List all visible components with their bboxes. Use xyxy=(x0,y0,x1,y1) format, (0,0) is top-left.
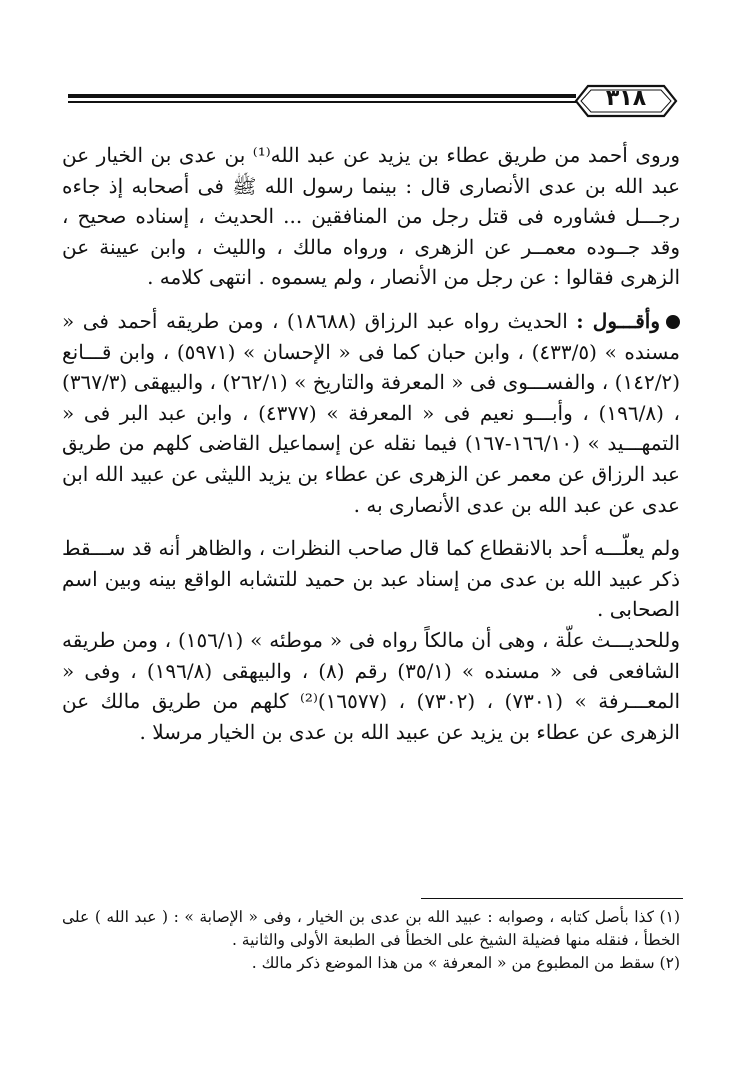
paragraph-3 xyxy=(62,533,680,625)
header-rule-thin xyxy=(68,101,576,103)
paragraph-3-text: ولم يعلّـــه أحد بالانقطاع كما قال صاحب النظرات ، والظاهر أنه قد ســـقط ذكر عبيد الله بن عدى من إسناد عبد بن حميد للتشابه الواقع بينه وبين اسم الصحابى . xyxy=(62,536,680,622)
paragraph-2 xyxy=(62,306,680,520)
paragraph-1 xyxy=(62,140,680,293)
paragraph-4 xyxy=(62,625,680,747)
footnote-1: (١) كذا بأصل كتابه ، وصوابه : عبيد الله بن عدى بن الخيار ، وفى « الإصابة » : ( عبد الله ) على الخطأ ، فنقله منها فضيلة الشيخ على الخطأ فى الطبعة الأولى والثانية . xyxy=(62,908,680,949)
page-number: ٣١٨ xyxy=(605,86,647,111)
main-text xyxy=(62,140,680,747)
footnotes xyxy=(62,906,680,975)
bullet-dot-icon xyxy=(666,315,680,329)
footnote-2: (٢) سقط من المطبوع من « المعرفة » من هذا الموضع ذكر مالك . xyxy=(251,954,680,972)
header-rule-thick xyxy=(68,94,576,98)
footnote-separator xyxy=(421,898,683,899)
paragraph-2-text: الحديث رواه عبد الرزاق (١٨٦٨٨) ، ومن طريقه أحمد فى « مسنده » (٤٣٣/٥) ، وابن حبان كما فى « الإحسان » (٥٩٧١) ، وابن قـــانع (١٤٢/٢) ، والفســـوى فى « المعرفة والتاريخ » (٢٦٢/١) ، والبيهقى (٣٦٧/٣) ، (١٩٦/٨) ، وأبـــو نعيم فى « المعرفة » (٤٣٧٧) ، وابن عبد البر فى « التمهـــيد » (١٦٦/١٠-١٦٧) فيما نقله عن إسماعيل القاضى كلهم من طريق عبد الرزاق عن معمر عن الزهرى عن عطاء بن يزيد الليثى عن عبيد الله ابن عدى عن عبد الله بن عدى الأنصارى به . xyxy=(62,308,681,517)
paragraph-4-text: وللحديـــث علّة ، وهى أن مالكاً رواه فى « موطئه » (١٥٦/١) ، ومن طريقه الشافعى فى « مسنده » (٣٥/١) رقم (٨) ، والبيهقى (١٩٦/٨) ، وفى « المعـــرفة » (٧٣٠١) ، (٧٣٠٢) ، (١٦٥٧٧)⁽²⁾ كلهم من طريق مالك عن الزهرى عن عطاء بن يزيد عن عبيد الله بن عدى بن الخيار مرسلا . xyxy=(62,627,681,744)
paragraph-1-text: وروى أحمد من طريق عطاء بن يزيد عن عبد الله⁽¹⁾ بن عدى بن الخيار عن عبد الله بن عدى الأنصارى قال : بينما رسول الله ﷺ فى أصحابه إذ جاءه رجـــل فشاوره فى قتل رجل من المنافقين ... الحديث ، إسناده صحيح ، وقد جــوده معمــر عن الزهرى ، ورواه مالك ، والليث ، وابن عيينة عن الزهرى فقالوا : عن رجل من الأنصار ، ولم يسموه . انتهى كلامه . xyxy=(62,143,680,290)
page-header xyxy=(68,80,678,124)
header-rule xyxy=(68,94,576,104)
page-number-frame xyxy=(574,80,678,122)
paragraph-2-lead: وأقـــول : xyxy=(576,308,661,333)
